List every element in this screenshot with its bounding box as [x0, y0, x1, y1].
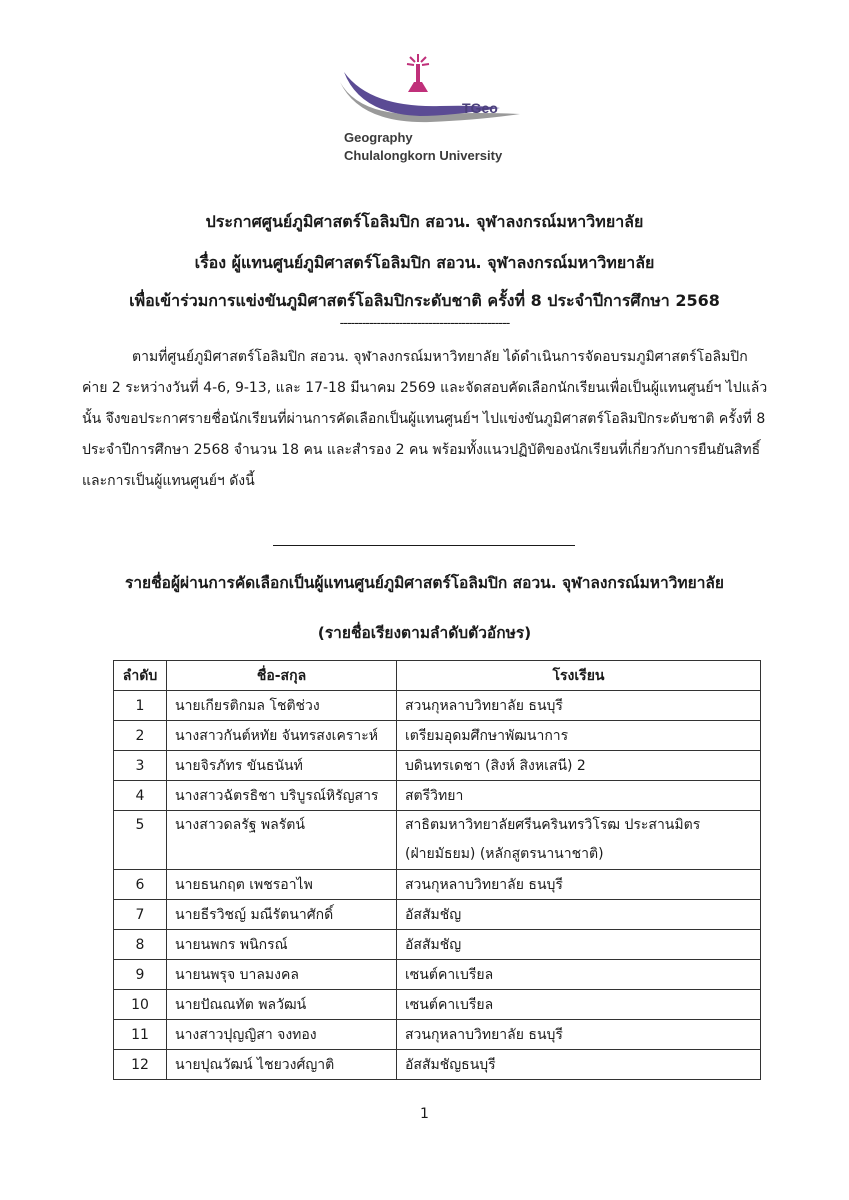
table-row [114, 990, 761, 1020]
row-school: เซนต์คาเบรียล [397, 960, 761, 990]
row-school-line-1: สาธิตมหาวิทยาลัยศรีนครินทรวิโรฒ ประสานมิตร [405, 817, 701, 833]
row-school: อัสสัมชัญธนบุรี [397, 1050, 761, 1080]
row-name: นายเกียรติกมล โชติช่วง [167, 691, 397, 721]
column-header-school: โรงเรียน [397, 661, 761, 691]
row-order: 7 [114, 900, 167, 930]
body-line-1: ตามที่ศูนย์ภูมิศาสตร์โอลิมปิก สอวน. จุฬาลงกรณ์มหาวิทยาลัย ได้ดำเนินการจัดอบรมภูมิศาสตร์โอลิมปิก [132, 349, 748, 365]
table-row [114, 930, 761, 960]
column-header-name: ชื่อ-สกุล [167, 661, 397, 691]
body-line-4: ประจำปีการศึกษา 2568 จำนวน 18 คน และสำรอง 2 คน พร้อมทั้งแนวปฏิบัติของนักเรียนที่เกี่ยวกับการยืนยันสิทธิ์ [82, 442, 761, 458]
row-name: นายปุณวัฒน์ ไชยวงศ์ญาติ [167, 1050, 397, 1080]
row-name: นางสาวปุญญิสา จงทอง [167, 1020, 397, 1050]
body-line-3: นั้น จึงขอประกาศรายชื่อนักเรียนที่ผ่านการคัดเลือกเป็นผู้แทนศูนย์ฯ ไปแข่งขันภูมิศาสตร์โอลิมปิกระดับชาติ ครั้งที่ 8 [82, 411, 766, 427]
row-order: 11 [114, 1020, 167, 1050]
list-title: รายชื่อผู้ผ่านการคัดเลือกเป็นผู้แทนศูนย์ภูมิศาสตร์โอลิมปิก สอวน. จุฬาลงกรณ์มหาวิทยาลัย [125, 574, 724, 592]
table-row [114, 811, 761, 870]
row-school: อัสสัมชัญ [397, 900, 761, 930]
table-row [114, 751, 761, 781]
row-order: 10 [114, 990, 167, 1020]
row-name: นายนพกร พนิกรณ์ [167, 930, 397, 960]
table-row [114, 960, 761, 990]
row-school: เตรียมอุดมศึกษาพัฒนาการ [397, 721, 761, 751]
tgeo-logo [330, 48, 530, 168]
table-row [114, 721, 761, 751]
table-row [114, 781, 761, 811]
announcement-body [82, 342, 772, 497]
table-header-row [114, 661, 761, 691]
row-name: นายธนกฤต เพชรอาไพ [167, 870, 397, 900]
logo-line-2: Chulalongkorn University [344, 148, 503, 163]
row-school: สตรีวิทยา [397, 781, 761, 811]
row-name: นางสาวฉัตรธิชา บริบูรณ์หิรัญสาร [167, 781, 397, 811]
announcement-title: ประกาศศูนย์ภูมิศาสตร์โอลิมปิก สอวน. จุฬาลงกรณ์มหาวิทยาลัย [205, 212, 644, 231]
table-row [114, 1050, 761, 1080]
row-order: 6 [114, 870, 167, 900]
row-order: 2 [114, 721, 167, 751]
row-order: 12 [114, 1050, 167, 1080]
logo-brand: TGeo [462, 100, 498, 116]
row-school: สวนกุหลาบวิทยาลัย ธนบุรี [397, 1020, 761, 1050]
row-school-line-2: (ฝ่ายมัธยม) (หลักสูตรนานาชาติ) [405, 846, 604, 862]
tgeo-logo-mark-icon [330, 48, 530, 128]
row-name: นายจิรภัทร ขันธนันท์ [167, 751, 397, 781]
announcement-purpose: เพื่อเข้าร่วมการแข่งขันภูมิศาสตร์โอลิมปิกระดับชาติ ครั้งที่ 8 ประจำปีการศึกษา 2568 [129, 291, 720, 310]
column-header-order: ลำดับ [114, 661, 167, 691]
body-line-2: ค่าย 2 ระหว่างวันที่ 4-6, 9-13, และ 17-18 มีนาคม 2569 และจัดสอบคัดเลือกนักเรียนเพื่อเป็นผู้แทนศูนย์ฯ ไปแล้ว [82, 380, 768, 396]
row-order: 4 [114, 781, 167, 811]
body-line-5: และการเป็นผู้แทนศูนย์ฯ ดังนี้ [82, 473, 255, 489]
representatives-table [113, 660, 761, 1080]
row-order: 8 [114, 930, 167, 960]
row-name: นายนพรุจ บาลมงคล [167, 960, 397, 990]
announcement-subject: เรื่อง ผู้แทนศูนย์ภูมิศาสตร์โอลิมปิก สอวน. จุฬาลงกรณ์มหาวิทยาลัย [194, 253, 655, 272]
row-name: นางสาวกันต์หทัย จันทรสงเคราะห์ [167, 721, 397, 751]
row-school: บดินทรเดชา (สิงห์ สิงหเสนี) 2 [397, 751, 761, 781]
row-name: นายธีรวิชญ์ มณีรัตนาศักดิ์ [167, 900, 397, 930]
row-name: นายปัณณทัต พลวัฒน์ [167, 990, 397, 1020]
row-school: สวนกุหลาบวิทยาลัย ธนบุรี [397, 691, 761, 721]
header-separator: ---------------------------------------------- [339, 316, 510, 331]
row-order: 3 [114, 751, 167, 781]
row-school [397, 811, 761, 870]
row-order: 9 [114, 960, 167, 990]
table-row [114, 691, 761, 721]
table-row [114, 870, 761, 900]
logo-line-1: Geography [344, 130, 413, 145]
section-divider [273, 545, 575, 546]
row-school: สวนกุหลาบวิทยาลัย ธนบุรี [397, 870, 761, 900]
row-order: 5 [114, 811, 167, 870]
table-row [114, 1020, 761, 1050]
row-name: นางสาวดลรัฐ พลรัตน์ [167, 811, 397, 870]
page-number: 1 [420, 1106, 429, 1122]
row-order: 1 [114, 691, 167, 721]
table-row [114, 900, 761, 930]
list-subtitle: (รายชื่อเรียงตามลำดับตัวอักษร) [317, 624, 532, 642]
row-school: อัสสัมชัญ [397, 930, 761, 960]
row-school: เซนต์คาเบรียล [397, 990, 761, 1020]
